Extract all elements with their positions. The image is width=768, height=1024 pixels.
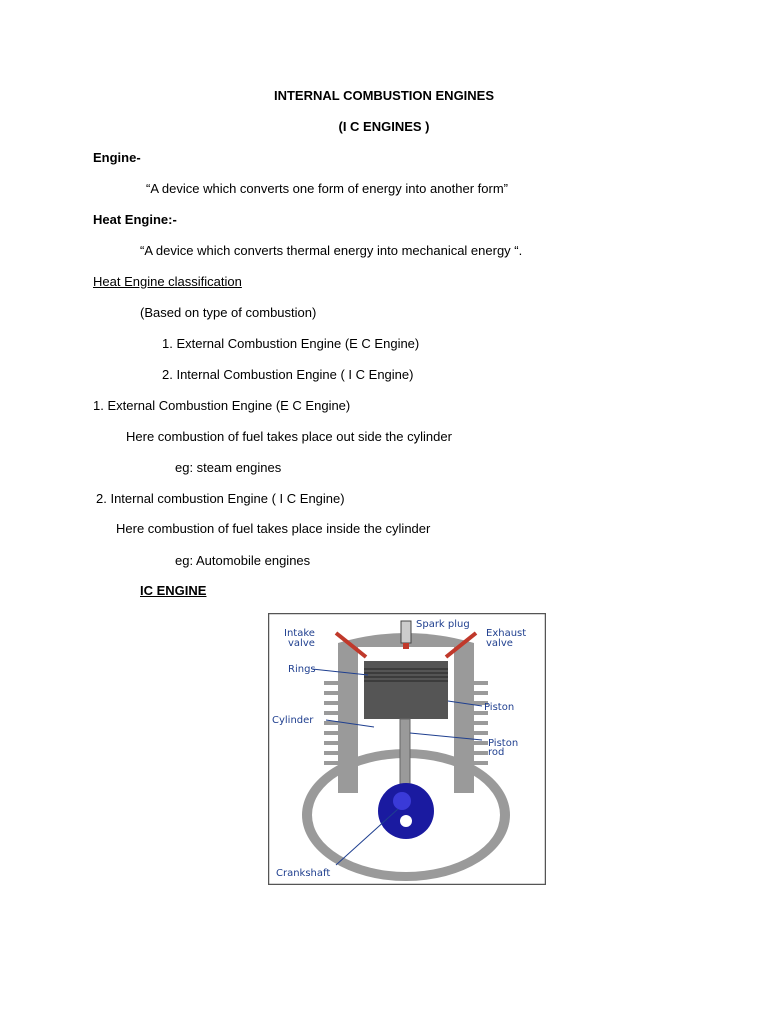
ec-engine-description: Here combustion of fuel takes place out side the cylinder xyxy=(126,429,452,444)
ec-engine-heading: 1. External Combustion Engine (E C Engine) xyxy=(93,398,351,413)
document-subtitle: (I C ENGINES ) xyxy=(338,119,430,134)
label-exhaust-valve-2: valve xyxy=(486,638,513,649)
label-rings: Rings xyxy=(288,664,316,675)
spark-plug-body xyxy=(401,621,411,643)
engine-heading: Engine- xyxy=(93,150,141,165)
crankshaft-hub xyxy=(400,815,412,827)
piston-rod xyxy=(400,719,410,791)
classification-item: 2. Internal Combustion Engine ( I C Engine) xyxy=(162,367,414,382)
cooling-fins-left xyxy=(324,681,338,765)
crankshaft-disc xyxy=(378,783,434,839)
piston xyxy=(364,661,448,719)
label-intake-valve-2: valve xyxy=(288,638,315,649)
label-spark-plug: Spark plug xyxy=(416,619,470,630)
cylinder-wall-right xyxy=(454,653,474,793)
ic-engine-heading: 2. Internal combustion Engine ( I C Engine) xyxy=(96,491,345,506)
label-intake-valve-1: Intake xyxy=(284,628,315,639)
label-crankshaft: Crankshaft xyxy=(276,868,331,879)
classification-item: 1. External Combustion Engine (E C Engine) xyxy=(162,336,420,351)
classification-heading: Heat Engine classification xyxy=(93,274,242,289)
ic-engine-example: eg: Automobile engines xyxy=(175,553,311,568)
label-piston-rod-2: rod xyxy=(488,747,505,758)
crankshaft-pin xyxy=(393,792,411,810)
document-title: INTERNAL COMBUSTION ENGINES xyxy=(273,88,495,103)
label-exhaust-valve-1: Exhaust xyxy=(486,628,527,639)
cooling-fins-right xyxy=(474,681,488,765)
heat-engine-definition: “A device which converts thermal energy into mechanical energy “. xyxy=(140,243,523,258)
ic-engine-diagram xyxy=(268,613,546,885)
label-cylinder: Cylinder xyxy=(272,715,314,726)
heat-engine-heading: Heat Engine:- xyxy=(93,212,177,227)
ec-engine-example: eg: steam engines xyxy=(175,460,282,475)
spark-plug-tip xyxy=(403,643,409,649)
engine-definition: “A device which converts one form of energy into another form” xyxy=(146,181,509,196)
figure-caption: IC ENGINE xyxy=(140,583,207,598)
classification-basis: (Based on type of combustion) xyxy=(140,305,317,320)
label-piston-rod-1: Piston xyxy=(488,738,519,749)
ic-engine-description: Here combustion of fuel takes place inside the cylinder xyxy=(116,521,431,536)
label-piston: Piston xyxy=(484,702,515,713)
